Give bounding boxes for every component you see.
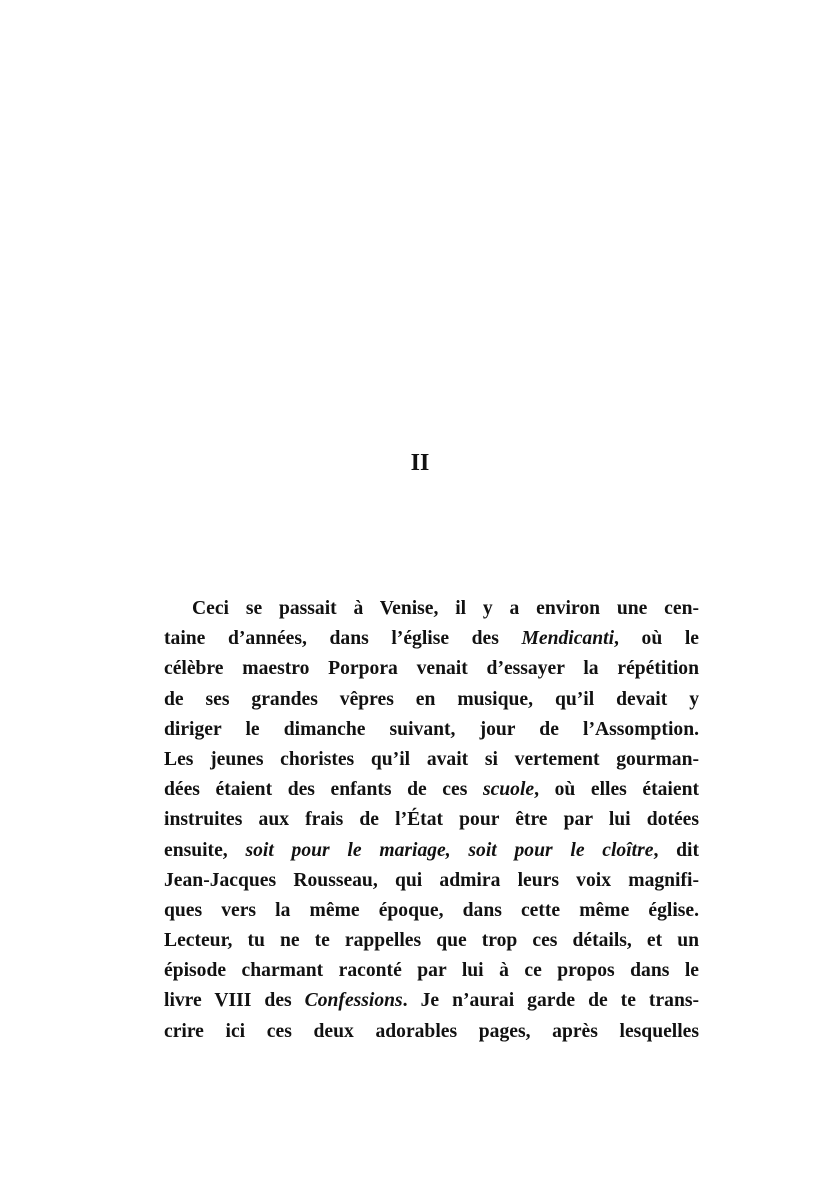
text-line xyxy=(164,986,699,1016)
text-run: ensuite, xyxy=(164,839,246,861)
text-run: , dit xyxy=(653,839,699,861)
italic-text: soit pour le mariage, soit pour le cloître xyxy=(245,839,654,861)
chapter-heading: II xyxy=(410,450,430,476)
text-run: , où le xyxy=(614,628,699,650)
text-run: Jean-Jacques Rousseau, qui admira leurs voix magnifi- xyxy=(164,869,699,891)
italic-text: scuole xyxy=(482,779,535,801)
text-run: , où elles étaient xyxy=(534,779,699,801)
text-run: épisode charmant raconté par lui à ce propos dans le xyxy=(164,960,699,982)
text-run: instruites aux frais de l’État pour être par lui dotées xyxy=(164,809,699,831)
text-run: livre VIII des xyxy=(164,990,305,1012)
text-line xyxy=(164,685,699,715)
text-run: Ceci se passait à Venise, il y a environ une cen- xyxy=(192,598,699,619)
italic-text: Mendicanti xyxy=(521,628,615,650)
text-run: Les jeunes choristes qu’il avait si vertement gourman- xyxy=(164,748,699,770)
text-line xyxy=(164,1017,699,1047)
text-run: . Je n’aurai garde de te trans- xyxy=(402,990,699,1012)
body-paragraph xyxy=(164,594,699,1047)
text-line xyxy=(164,866,699,896)
text-run: ques vers la même époque, dans cette même église. xyxy=(164,899,699,921)
text-line xyxy=(164,805,699,835)
text-line xyxy=(164,594,699,624)
text-run: diriger le dimanche suivant, jour de l’Assomption. xyxy=(164,718,699,740)
text-line xyxy=(164,896,699,926)
text-run: dées étaient des enfants de ces xyxy=(164,779,483,801)
text-line xyxy=(164,926,699,956)
italic-text: Confessions xyxy=(304,990,403,1012)
text-line xyxy=(164,956,699,986)
text-run: taine d’années, dans l’église des xyxy=(164,628,522,650)
text-line xyxy=(164,775,699,805)
text-run: de ses grandes vêpres en musique, qu’il devait y xyxy=(164,688,699,710)
text-line xyxy=(164,836,699,866)
text-run: célèbre maestro Porpora venait d’essayer la répétition xyxy=(164,658,699,680)
text-line xyxy=(164,745,699,775)
text-line xyxy=(164,654,699,684)
text-run: crire ici ces deux adorables pages, après lesquelles xyxy=(164,1020,699,1042)
text-run: Lecteur, tu ne te rappelles que trop ces détails, et un xyxy=(164,930,699,952)
text-line xyxy=(164,715,699,745)
text-line xyxy=(164,624,699,654)
